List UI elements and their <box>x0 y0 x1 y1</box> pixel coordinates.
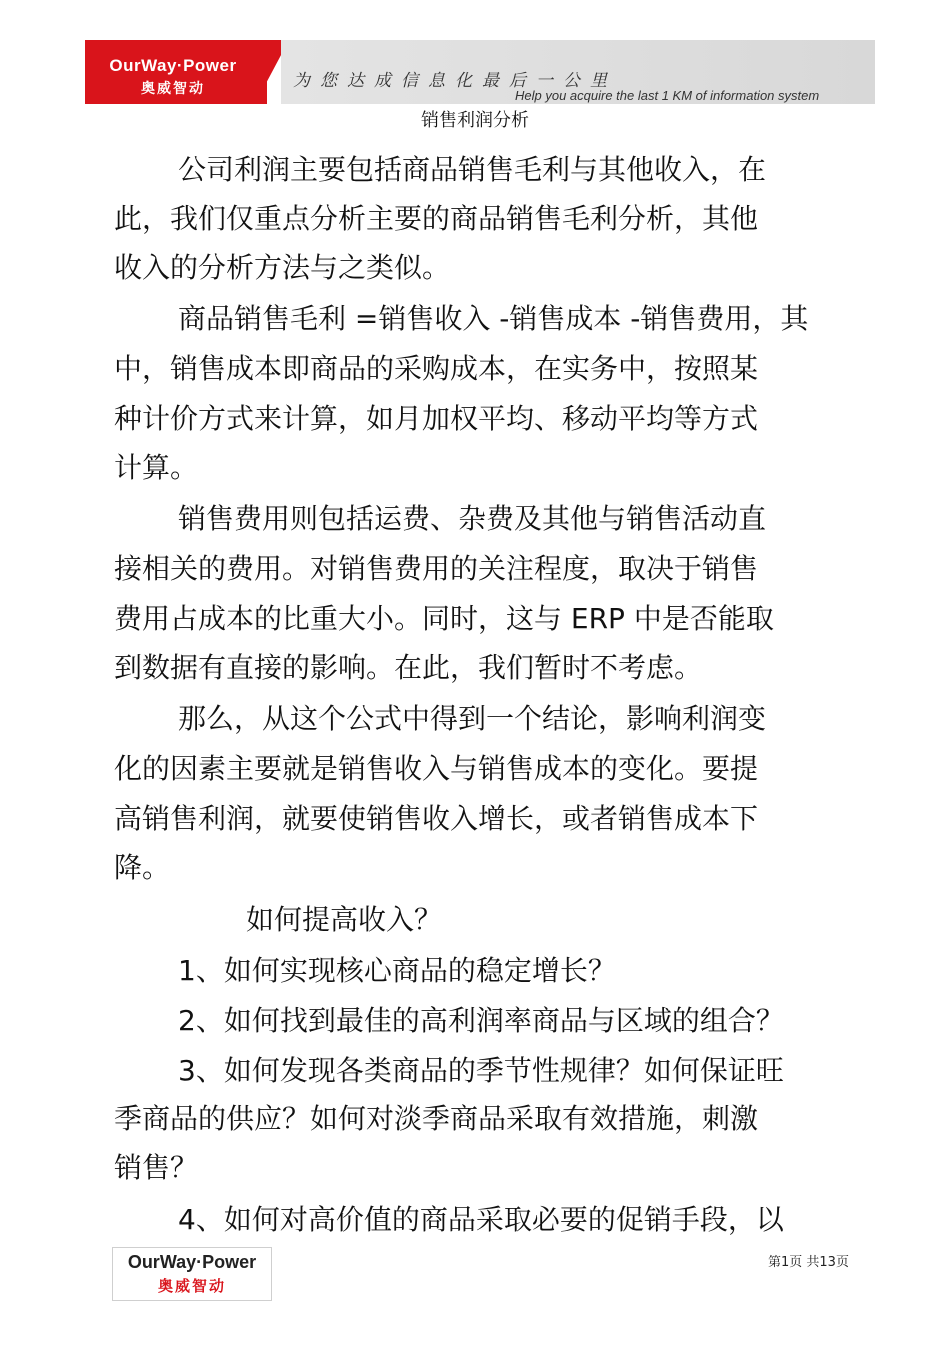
body-line: 销售费用则包括运费、杂费及其他与销售活动直 <box>178 502 767 535</box>
body-line: 商品销售毛利 =销售收入 -销售成本 -销售费用，其 <box>178 302 809 335</box>
header-logo-chinese: 奥威智动 <box>141 81 205 97</box>
header-slogan-chinese: 为您达成信息化最后一公里 <box>293 71 617 91</box>
header-slogan-english: Help you acquire the last 1 KM of information system <box>515 88 820 103</box>
list-item: 4、如何对高价值的商品采取必要的促销手段，以 <box>178 1203 784 1236</box>
document-title: 销售利润分析 <box>421 110 529 131</box>
body-line: 高销售利润，就要使销售收入增长，或者销售成本下 <box>114 802 759 835</box>
body-line: 费用占成本的比重大小。同时，这与 ERP 中是否能取 <box>114 602 774 635</box>
body-line: 化的因素主要就是销售收入与销售成本的变化。要提 <box>114 752 759 785</box>
body-line: 那么，从这个公式中得到一个结论，影响利润变 <box>178 702 767 735</box>
footer-logo-chinese: 奥威智动 <box>157 1277 226 1295</box>
body-line: 种计价方式来计算，如月加权平均、移动平均等方式 <box>114 402 759 435</box>
page-number: 第1页 共13页 <box>768 1255 849 1270</box>
body-line: 公司利润主要包括商品销售毛利与其他收入，在 <box>178 153 767 186</box>
list-item: 3、如何发现各类商品的季节性规律？如何保证旺 <box>178 1054 784 1087</box>
body-line: 中，销售成本即商品的采购成本，在实务中，按照某 <box>114 352 759 385</box>
body-line: 计算。 <box>114 451 199 484</box>
section-heading: 如何提高收入？ <box>246 903 443 936</box>
body-line: 此，我们仅重点分析主要的商品销售毛利分析，其他 <box>114 202 759 235</box>
footer-logo <box>112 1247 272 1301</box>
body-line: 接相关的费用。对销售费用的关注程度，取决于销售 <box>114 552 759 585</box>
body-line: 收入的分析方法与之类似。 <box>114 251 451 284</box>
list-item-continuation: 销售？ <box>114 1151 199 1184</box>
list-item: 1、如何实现核心商品的稳定增长？ <box>178 954 616 987</box>
body-line: 降。 <box>114 851 171 884</box>
header-banner <box>85 40 875 104</box>
footer-logo-english: OurWay·Power <box>127 1252 257 1272</box>
list-item: 2、如何找到最佳的高利润率商品与区域的组合？ <box>178 1004 784 1037</box>
body-line: 到数据有直接的影响。在此，我们暂时不考虑。 <box>114 651 703 684</box>
list-item-continuation: 季商品的供应？如何对淡季商品采取有效措施，刺激 <box>114 1102 759 1135</box>
header-logo-english: OurWay·Power <box>109 56 237 75</box>
